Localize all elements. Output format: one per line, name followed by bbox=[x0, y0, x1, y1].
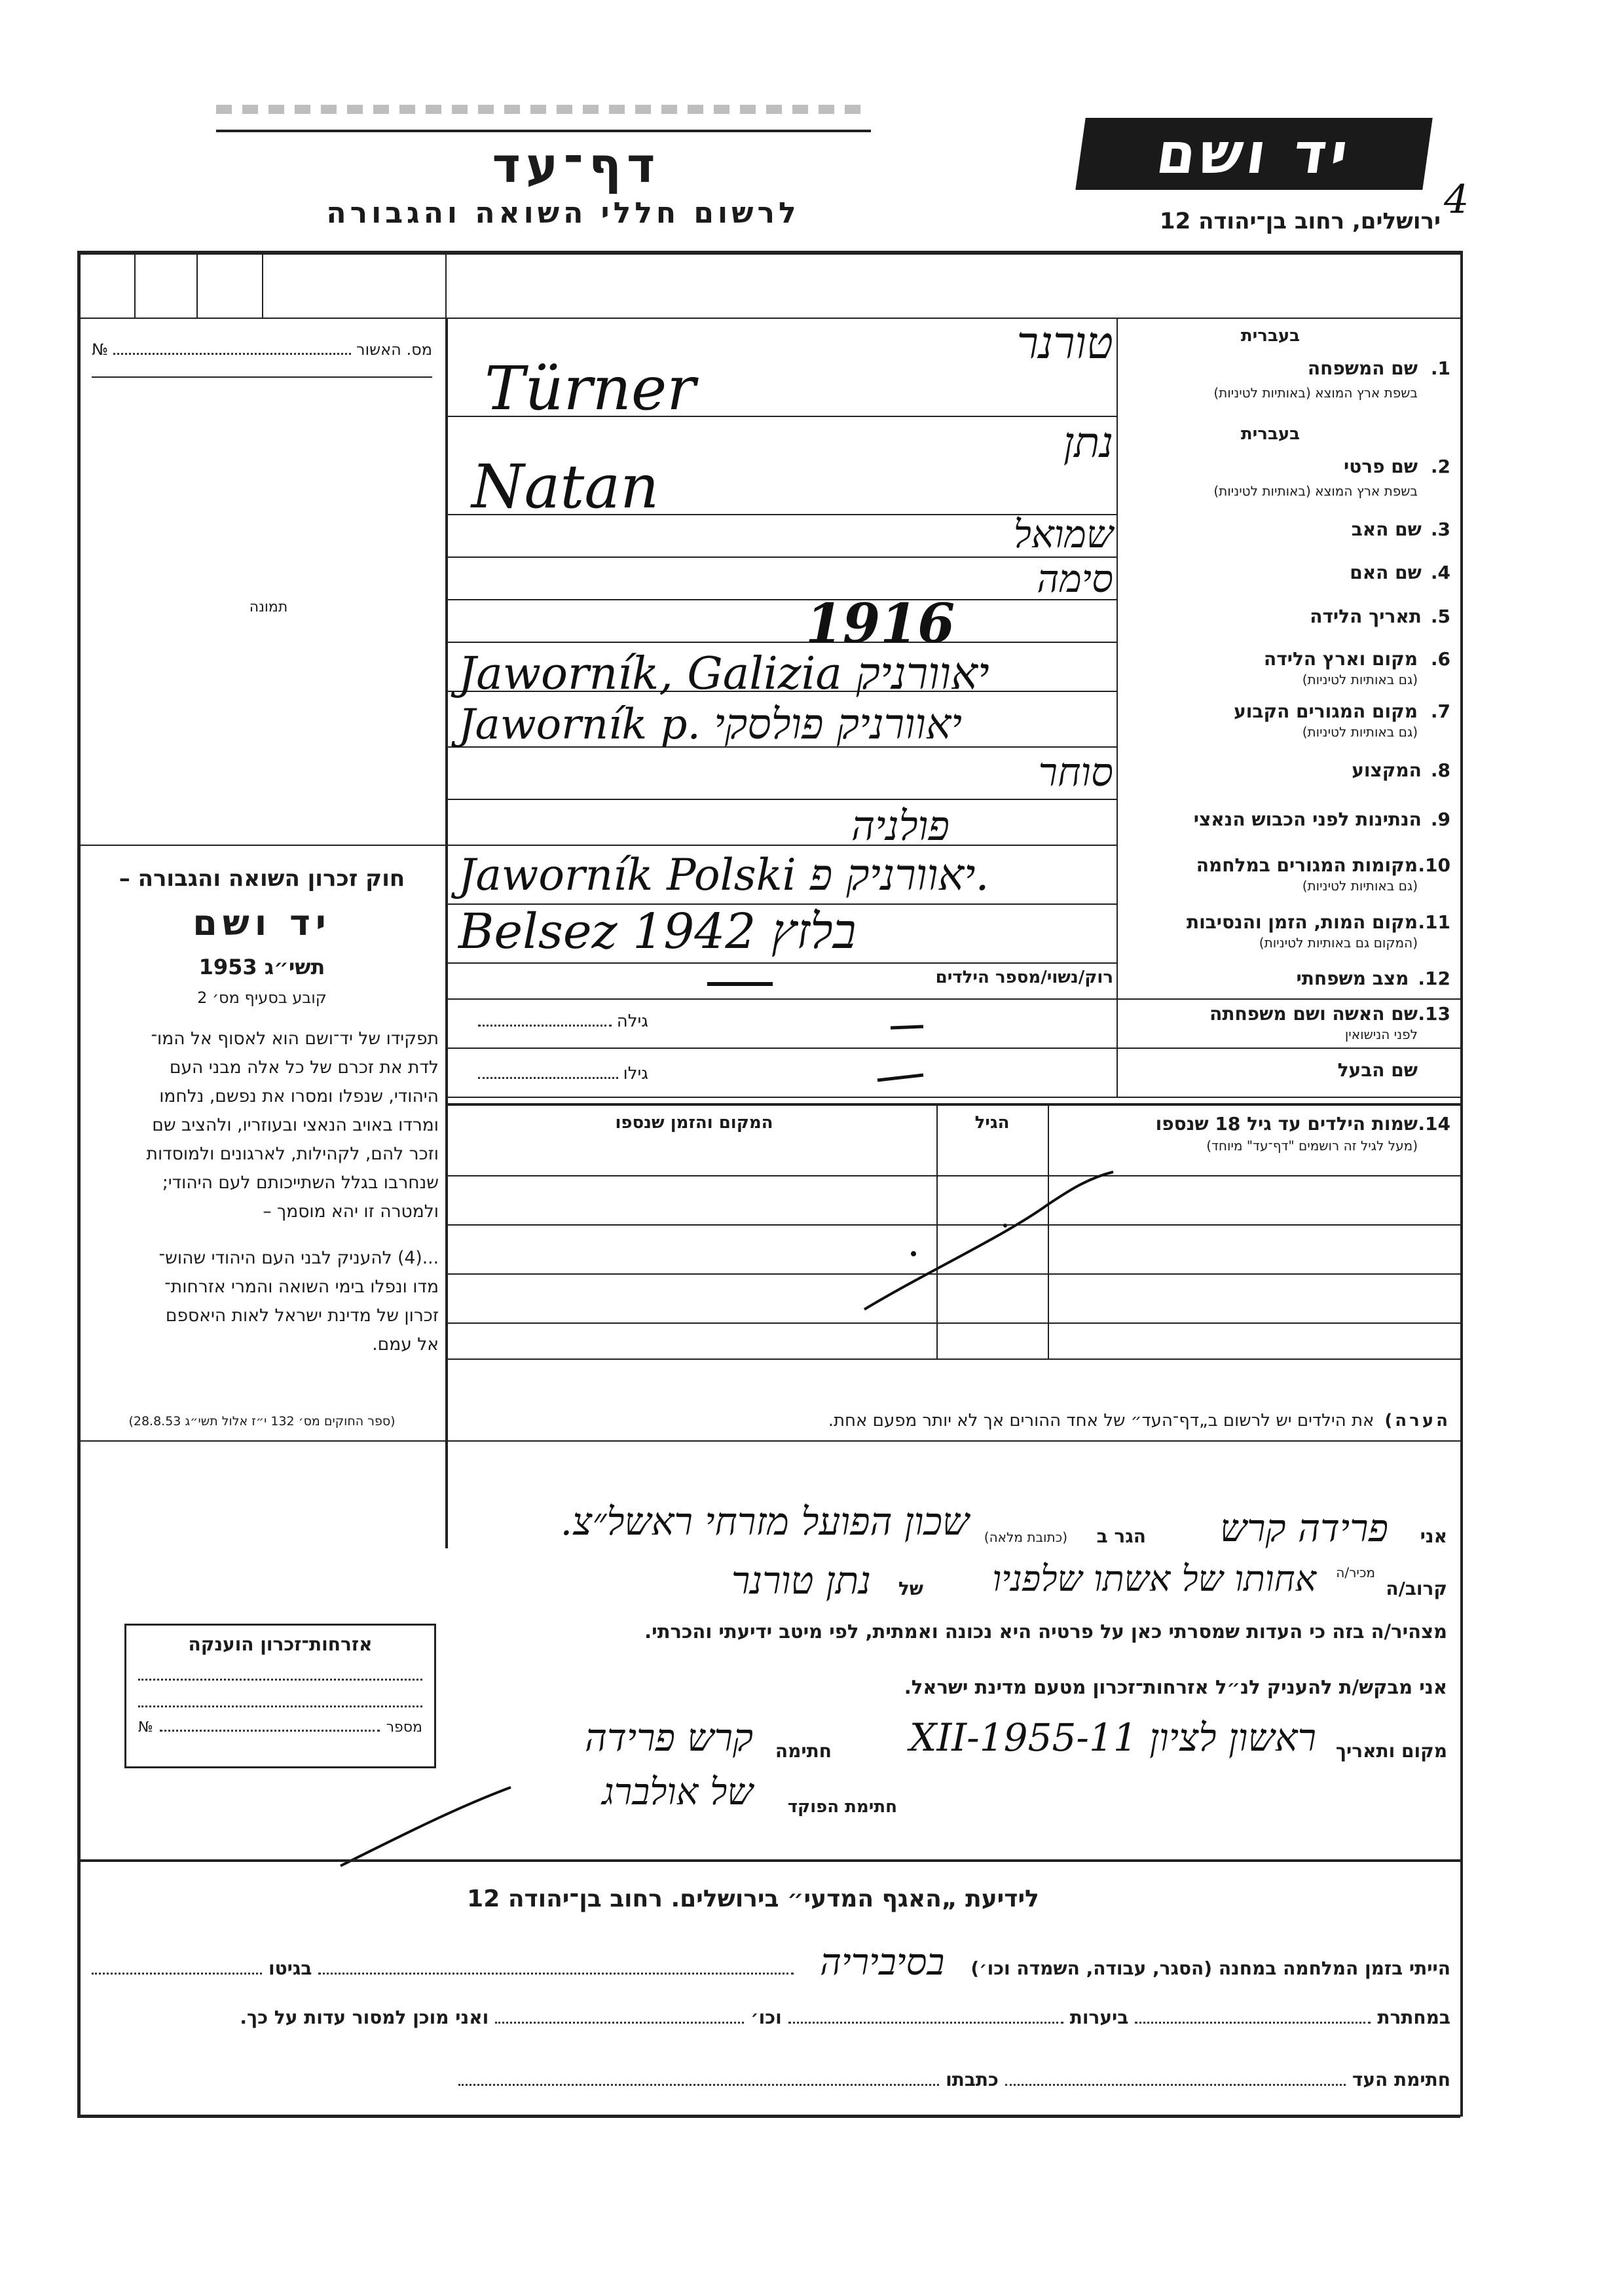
field-number: 11. bbox=[1418, 911, 1450, 933]
request-text: אני מבקש/ת להעניק לנ״ל אזרחות־זכרון מטעם מדינת ישראל. bbox=[904, 1676, 1447, 1698]
place-date-label: מקום ותאריך bbox=[1335, 1740, 1447, 1762]
first-name-latin[interactable]: Natan bbox=[471, 452, 659, 522]
witness-line-2 bbox=[458, 1558, 1447, 1611]
field-husband-name bbox=[1123, 1059, 1418, 1089]
address-label: כתבתו bbox=[946, 2069, 999, 2090]
law-line: זכרון של מדינת ישראל לאות היאספם bbox=[165, 1305, 439, 1326]
husband-age-field[interactable] bbox=[478, 1070, 618, 1079]
place-date-value[interactable]: ראשון לציון 11-XII-1955 bbox=[910, 1715, 1316, 1760]
first-name-hebrew[interactable]: נתן bbox=[1063, 419, 1113, 467]
witness-ani: אני bbox=[1420, 1525, 1447, 1547]
family-name-latin[interactable]: Türner bbox=[485, 354, 696, 424]
law-line: ולמטרה זו יהא מוסמך – bbox=[263, 1201, 439, 1222]
law-line: לדת את זכרם של כל אלה מבני העם bbox=[169, 1057, 439, 1078]
citizenship-number-field[interactable] bbox=[160, 1723, 380, 1732]
top-box-divider-4 bbox=[445, 251, 447, 318]
field-sublabel: (המקום גם באותיות לטיניות) bbox=[1259, 935, 1418, 951]
field-label: מקומות המגורים במלחמה bbox=[1196, 854, 1418, 876]
field-label: שמות הילדים עד גיל 18 שנספו bbox=[1155, 1113, 1418, 1135]
note-label: הערה) bbox=[1384, 1411, 1450, 1430]
field-sublabel: (גם באותיות לטיניות) bbox=[1302, 672, 1418, 687]
children-row-4 bbox=[445, 1322, 1460, 1324]
husband-age-label: גילו bbox=[623, 1064, 648, 1084]
field-sublabel: בשפת ארץ המוצא (באותיות לטיניות) bbox=[1213, 385, 1418, 401]
field-label: שם הבעל bbox=[1337, 1059, 1418, 1081]
death-value[interactable]: Belsez 1942 בלזץ bbox=[458, 903, 857, 960]
bottom-line-3 bbox=[458, 2069, 1450, 2090]
frame-bottom bbox=[77, 2115, 1460, 2118]
camp-value[interactable]: בסיביריה bbox=[820, 1941, 945, 1984]
marital-dash bbox=[707, 982, 773, 986]
sidebar-border bbox=[445, 318, 448, 1548]
field-number: 1. bbox=[1430, 357, 1450, 379]
witness-line-place-date bbox=[458, 1715, 1447, 1774]
row-sep-12 bbox=[445, 998, 1460, 1000]
field-label: המקצוע bbox=[1352, 759, 1422, 781]
children-col-age: הגיל bbox=[974, 1113, 1010, 1133]
field-label: מקום המות, הזמן והנסיבות bbox=[1186, 911, 1418, 933]
frame-right bbox=[1460, 251, 1463, 2117]
field-number: 3. bbox=[1430, 519, 1450, 540]
witness-signature[interactable]: קרש פרידה bbox=[584, 1715, 753, 1760]
field-sublabel: לפני הנישואין bbox=[1344, 1027, 1418, 1042]
underground-label: במחתרת bbox=[1377, 2007, 1450, 2028]
field-birth-date bbox=[1123, 606, 1450, 642]
row-sep bbox=[445, 962, 1116, 964]
row-sep-13b bbox=[445, 1097, 1460, 1098]
field-label: הנתינות לפני הכבוש הנאצי bbox=[1193, 809, 1422, 830]
testimony-label: ואני מוכן למסור עדות על כך. bbox=[240, 2007, 489, 2028]
family-name-hebrew[interactable]: טורנר bbox=[1016, 318, 1113, 369]
law-line: וזכר להם, לקהילות, לארגונים ולמוסדות bbox=[146, 1144, 439, 1164]
field-label: שם האב bbox=[1351, 519, 1422, 540]
law-source: (ספר החוקים מס׳ 132 י״ז אלול תשי״ג 28.8.53) bbox=[128, 1414, 396, 1429]
field-number: 4. bbox=[1430, 562, 1450, 583]
witness-line-1 bbox=[458, 1499, 1447, 1558]
law-body-2 bbox=[88, 1244, 439, 1359]
declaration-text: מצהיר/ה בזה כי העדות שמסרתי כאן על פרטיה היא נכונה ואמתית, לפי מיטב ידיעתי והכרתי. bbox=[644, 1620, 1447, 1643]
etc-field[interactable] bbox=[495, 2015, 744, 2024]
forests-label: ביערות bbox=[1069, 2007, 1129, 2028]
field-sublabel: (גם באותיות לטיניות) bbox=[1302, 878, 1418, 894]
field-number: 7. bbox=[1430, 701, 1450, 722]
witness-address-label: (כתובת מלאה) bbox=[984, 1529, 1067, 1545]
law-line: ומרדו באויב הנאצי ובעוזריו, ולהציב שם bbox=[152, 1115, 439, 1135]
citizenship-line-2[interactable] bbox=[138, 1698, 422, 1707]
field-family-name bbox=[1123, 321, 1450, 412]
field-number: 12. bbox=[1418, 968, 1450, 989]
law-line: מדו ונפלו בימי השואה והמרי אזרחות־ bbox=[164, 1277, 439, 1297]
acquaintance-label: מכיר/ה bbox=[1336, 1565, 1375, 1580]
approval-rule bbox=[92, 376, 432, 378]
nationality-value[interactable]: פולניה bbox=[851, 802, 950, 850]
field-number: 5. bbox=[1430, 606, 1450, 627]
lang-hebrew: בעברית bbox=[1240, 424, 1300, 444]
header-address: ירושלים, רחוב בן־יהודה 12 bbox=[1159, 208, 1441, 234]
bottom-section-rule bbox=[77, 1859, 1460, 1862]
ghetto-field[interactable] bbox=[92, 1966, 262, 1975]
field-label: מצב משפחתי bbox=[1296, 968, 1409, 989]
birth-place-value[interactable]: Jaworník, Galizia יאוורניק bbox=[458, 648, 989, 700]
witness-address[interactable]: שכון הפועל מזרחי ראשל״צ. bbox=[560, 1499, 969, 1544]
note-text: את הילדים יש לרשום ב„דף־העד״ של אחד ההורים אך לא יותר מפעם אחת. bbox=[828, 1411, 1375, 1430]
approval-number bbox=[92, 340, 432, 359]
law-line: ...(4) להעניק לבני העם היהודי שהוש־ bbox=[158, 1248, 439, 1268]
law-clause: קובע בסעיף מס׳ 2 bbox=[197, 989, 327, 1007]
address-field[interactable] bbox=[458, 2077, 939, 2086]
field-number: 6. bbox=[1430, 648, 1450, 670]
law-body-1 bbox=[88, 1025, 439, 1226]
marital-options[interactable]: רוק/נשוי/מספר הילדים bbox=[935, 968, 1113, 987]
bottom-line-1 bbox=[92, 1941, 1450, 1984]
citizenship-number-label: מספר bbox=[386, 1719, 422, 1736]
page-subtitle: לרשום חללי השואה והגבורה bbox=[326, 196, 800, 230]
field-label: מקום המגורים הקבוע bbox=[1234, 701, 1418, 722]
photo-label: תמונה bbox=[249, 599, 288, 615]
approval-number-field[interactable] bbox=[113, 344, 351, 355]
ghetto-label: בגיטו bbox=[268, 1958, 312, 1979]
children-strike-line bbox=[851, 1165, 1126, 1316]
wife-age bbox=[478, 1011, 648, 1031]
law-heading: חוק זכרון השואה והגבורה – bbox=[119, 866, 405, 892]
law-line: שנחרבו בגלל השתייכותם לעם היהודי; bbox=[162, 1173, 439, 1193]
officer-label: חתימת הפוקד bbox=[787, 1797, 897, 1817]
field-number: 2. bbox=[1430, 456, 1450, 477]
header-rule bbox=[216, 130, 871, 132]
witness-signature-field[interactable] bbox=[1005, 2077, 1346, 2086]
field-residence bbox=[1123, 701, 1450, 743]
bottom-title: לידיעת „האגף המדעי״ בירושלים. רחוב בן־יהודה 12 bbox=[467, 1886, 1039, 1912]
field-number: 10. bbox=[1418, 854, 1450, 876]
citizenship-box bbox=[124, 1624, 436, 1768]
residence-value[interactable]: Jaworník p. יאוורניק פולסקי bbox=[458, 701, 963, 749]
row-sep bbox=[445, 799, 1116, 800]
father-name-value[interactable]: שמואל bbox=[1013, 512, 1113, 556]
field-profession bbox=[1123, 759, 1450, 795]
field-mother-name bbox=[1123, 562, 1450, 598]
field-death bbox=[1123, 911, 1450, 960]
witness-name[interactable]: פרידה קרש bbox=[1219, 1506, 1388, 1550]
note-line bbox=[445, 1411, 1450, 1430]
citizenship-title: אזרחות־זכרון הוענקה bbox=[188, 1633, 373, 1655]
sidebar-bottom-rule bbox=[77, 1440, 445, 1442]
field-first-name bbox=[1123, 419, 1450, 511]
approval-no-sign: № bbox=[92, 340, 108, 359]
relative-of-name[interactable]: נתן טורנר bbox=[731, 1558, 871, 1603]
law-year: תשי״ג 1953 bbox=[198, 955, 325, 979]
row-sep bbox=[445, 642, 1116, 643]
bottom-line-2 bbox=[92, 2007, 1450, 2028]
field-label: שם האם bbox=[1350, 562, 1422, 583]
camp-label: הייתי בזמן המלחמה במחנה (הסגר, עבודה, השמדה וכו׳) bbox=[970, 1958, 1450, 1979]
profession-value[interactable]: סוחר bbox=[1038, 750, 1113, 795]
field-children bbox=[1061, 1113, 1450, 1159]
mother-name-value[interactable]: סימה bbox=[1037, 556, 1113, 601]
officer-signature-flourish bbox=[314, 1768, 524, 1872]
field-sublabel: (גם באותיות לטיניות) bbox=[1302, 724, 1418, 740]
top-box-divider-1 bbox=[134, 251, 136, 318]
field-wartime-residence bbox=[1123, 854, 1450, 900]
field-number: 8. bbox=[1430, 759, 1450, 781]
label-column-border bbox=[1116, 318, 1118, 1097]
field-label: שם האשה ושם משפחתה bbox=[1209, 1003, 1418, 1025]
note-rule bbox=[445, 1440, 1460, 1442]
field-number: 9. bbox=[1430, 809, 1450, 830]
underground-field[interactable] bbox=[1135, 2015, 1371, 2024]
corner-mark: 4 bbox=[1444, 177, 1469, 223]
witness-relation[interactable]: אחותו של אשתו שלפניו bbox=[992, 1558, 1316, 1599]
field13-dashes bbox=[851, 1015, 982, 1093]
yad-vashem-logo bbox=[1075, 118, 1432, 190]
field-nationality bbox=[1123, 809, 1450, 845]
top-faded-line bbox=[216, 105, 871, 114]
field-label: תאריך הלידה bbox=[1310, 606, 1422, 627]
top-box-divider-2 bbox=[196, 251, 198, 318]
field-wife-name bbox=[1123, 1003, 1450, 1046]
field-sublabel: (מעל לגיל זה רושמים "דף־עד" מיוחד) bbox=[1206, 1138, 1418, 1154]
witness-signature-label: חתימת העד bbox=[1352, 2069, 1450, 2090]
field-number: 13. bbox=[1418, 1003, 1450, 1025]
logo-text: יד ושם bbox=[1152, 121, 1356, 187]
field-number: 14. bbox=[1418, 1113, 1450, 1135]
field-birth-place bbox=[1123, 648, 1450, 691]
etc-label: וכו׳ bbox=[750, 2007, 782, 2028]
law-name: יד ושם bbox=[193, 902, 331, 943]
officer-signature[interactable]: של אולברג bbox=[602, 1771, 753, 1813]
law-line: אל עמם. bbox=[372, 1334, 439, 1355]
citizenship-line-1[interactable] bbox=[138, 1671, 422, 1681]
field-label: שם פרטי bbox=[1343, 456, 1418, 477]
officer-line bbox=[458, 1771, 1447, 1830]
field-label: שם המשפחה bbox=[1307, 357, 1418, 379]
top-box-divider-3 bbox=[262, 251, 263, 318]
wife-age-field[interactable] bbox=[478, 1018, 612, 1027]
children-table-bottom bbox=[445, 1358, 1460, 1360]
forests-field[interactable] bbox=[788, 2015, 1063, 2024]
signature-label: חתימה bbox=[775, 1740, 832, 1762]
field-label: מקום וארץ הלידה bbox=[1264, 648, 1418, 670]
husband-age bbox=[478, 1064, 648, 1084]
frame-top bbox=[77, 251, 1460, 255]
frame-left bbox=[77, 251, 81, 2117]
relative-label: קרוב/ה bbox=[1386, 1578, 1447, 1599]
camp-field[interactable] bbox=[318, 1966, 794, 1975]
children-col-place: המקום והזמן שנספו bbox=[615, 1113, 773, 1133]
citizenship-number bbox=[138, 1719, 422, 1736]
birth-date-value[interactable]: 1916 bbox=[805, 592, 955, 655]
field-marital-status bbox=[1123, 968, 1450, 997]
relation-shel: של bbox=[898, 1578, 923, 1599]
witness-gar-label: הגר ב bbox=[1096, 1525, 1146, 1547]
page-title: דף־עד bbox=[492, 137, 661, 194]
lang-hebrew: בעברית bbox=[1240, 326, 1300, 346]
citizenship-no-sign: № bbox=[138, 1719, 153, 1736]
children-table-top bbox=[445, 1103, 1460, 1106]
top-boxes-bottom bbox=[77, 318, 1460, 319]
photo-bottom-rule bbox=[77, 845, 445, 846]
law-line: היהודי, שנפלו ומסרו את נפשם, נלחמו bbox=[159, 1086, 439, 1106]
field-sublabel: בשפת ארץ המוצא (באותיות לטיניות) bbox=[1213, 483, 1418, 499]
wartime-residence-value[interactable]: Jaworník Polski יאוורניק פ. bbox=[458, 850, 989, 900]
field-father-name bbox=[1123, 519, 1450, 555]
approval-label: מס. האשור bbox=[356, 340, 432, 359]
wife-age-label: גילה bbox=[616, 1011, 648, 1031]
law-line: תפקידו של יד־ושם הוא לאסוף אל המו־ bbox=[151, 1029, 439, 1049]
